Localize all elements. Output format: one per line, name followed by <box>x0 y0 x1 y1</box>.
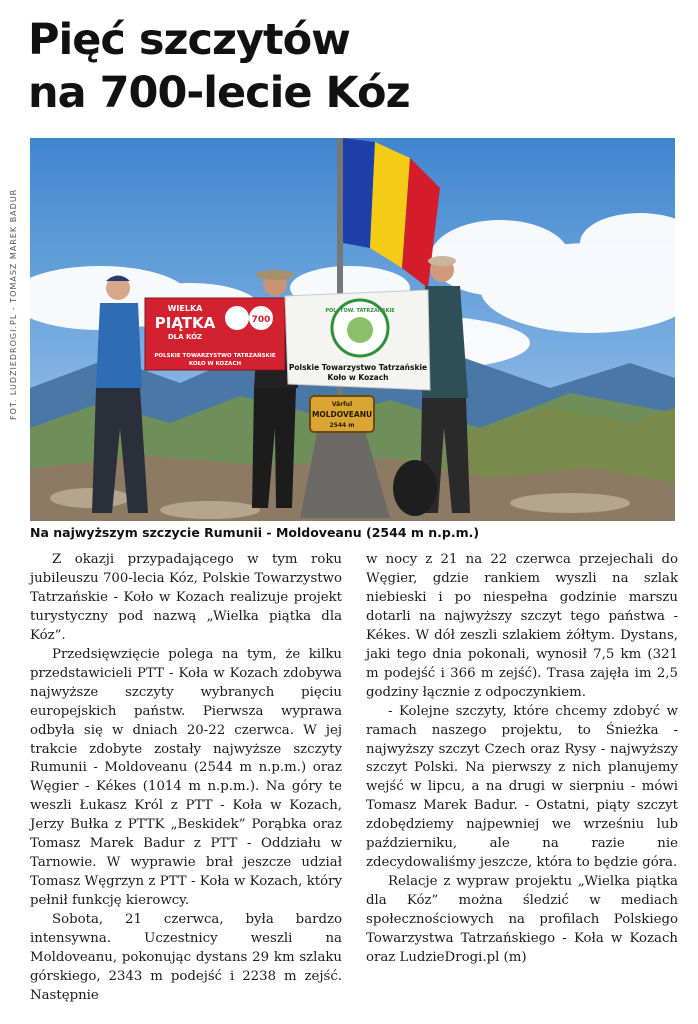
sign-name: MOLDOVEANU <box>311 410 373 419</box>
paragraph: Z okazji przypadającego w tym roku jubileuszu 700-lecia Kóz, Polskie Towarzystwo Tatrzańskie - Koło w Kozach realizuje projekt turystyczny pod nazwą „Wielka piątka dla Kóz”. <box>30 552 342 643</box>
paragraph: w nocy z 21 na 22 czerwca przejechali do Węgier, gdzie rankiem wyszli na szlak niebieski i po niespełna godzinie marszu dotarli na najwyższy szczyt tego państwa - Kékes. W dół zeszli szlakiem żółtym. Dystans, jaki tego dnia pokonali, wynosił 7,5 km (321 m podejść i 366 m zejść). Trasa zajęła im 2,5 godziny łącznie z odpoczynkiem. <box>366 552 678 700</box>
red-banner-line-2: PIĄTKA <box>154 314 216 332</box>
article-photo <box>30 138 675 521</box>
red-banner-line-3: DLA KÓZ <box>167 333 203 341</box>
ptt-emblem-center <box>347 317 373 343</box>
red-banner-footer-1: POLSKIE TOWARZYSTWO TATRZAŃSKIE <box>154 353 276 359</box>
headline <box>28 14 668 120</box>
red-banner-line-1: WIELKA <box>167 304 203 313</box>
photo-credit: FOT. LUDZIEDROGI.PL - TOMASZ MAREK BADUR <box>9 188 18 420</box>
sign-height: 2544 m <box>329 422 355 429</box>
ptt-emblem-ring: POL. TOW. TATRZAŃSKIE <box>325 308 395 314</box>
paragraph: Przedsięwzięcie polega na tym, że kilku przedstawicieli PTT - Koła w Kozach zdobywa najwyższe szczyty wybranych pięciu europejskich państw. Pierwsza wyprawa odbyła się w dniach 20-22 czerwca. W jej trakcie zdobyte zostały najwyższe szczyty Rumunii - Moldoveanu (2544 m n.p.m.) oraz Węgier - Kékes (1014 m n.p.m.). Na góry te weszli Łukasz Król z PTT - Koła w Kozach, Jerzy Bułka z PTTK „Beskidek” Porąbka oraz Tomasz Marek Badur z PTT - Oddziału w Tarnowie. W wyprawie brał jeszcze udział Tomasz Węgrzyn z PTT - Koła w Kozach, który pełnił funkcję kierowcy. <box>30 646 342 909</box>
flag-blue <box>343 138 375 248</box>
photo-caption: Na najwyższym szczycie Rumunii - Moldoveanu (2544 m n.p.m.) <box>30 525 480 540</box>
paragraph: Relacje z wypraw projektu „Wielka piątka dla Kóz” można śledzić w mediach społecznościowych na profilach Polskiego Towarzystwa Tatrzańskiego - Koła w Kozach oraz LudzieDrogi.pl (m) <box>366 874 678 966</box>
white-banner-line-2: Koło w Kozach <box>327 373 389 382</box>
headline-line-2: na 700-lecie Kóz <box>28 68 410 118</box>
red-banner-footer-2: KOŁO W KOZACH <box>188 361 242 367</box>
paragraph: - Kolejne szczyty, które chcemy zdobyć w ramach naszego projektu, to Śnieżka - najwyższy szczyt Czech oraz Rysy - najwyższy szczyt Polski. Na pierwszy z nich planujemy wejść w lipcu, a na drugi w sierpniu - mówi Tomasz Marek Badur. - Ostatni, piąty szczyt zdobędziemy najpewniej we wrześniu lub październiku, ale na razie nie zdecydowaliśmy jeszcze, która to będzie góra. <box>366 703 678 871</box>
article-column-1 <box>30 551 342 1006</box>
summit-photo-illustration <box>30 138 675 521</box>
white-banner-line-1: Polskie Towarzystwo Tatrzańskie <box>288 363 428 372</box>
red-banner-badge: 700 <box>251 315 271 325</box>
sign-top: Vârful <box>331 401 353 408</box>
headline-line-1: Pięć szczytów <box>28 15 350 65</box>
article-column-2 <box>366 551 678 968</box>
paragraph: Sobota, 21 czerwca, była bardzo intensywna. Uczestnicy weszli na Moldoveanu, pokonując dystans 29 km szlaku górskiego, 2343 m podejść i 2238 m zejść. Następnie <box>30 912 342 1003</box>
red-banner-crest <box>225 306 249 330</box>
backpack <box>393 460 437 516</box>
